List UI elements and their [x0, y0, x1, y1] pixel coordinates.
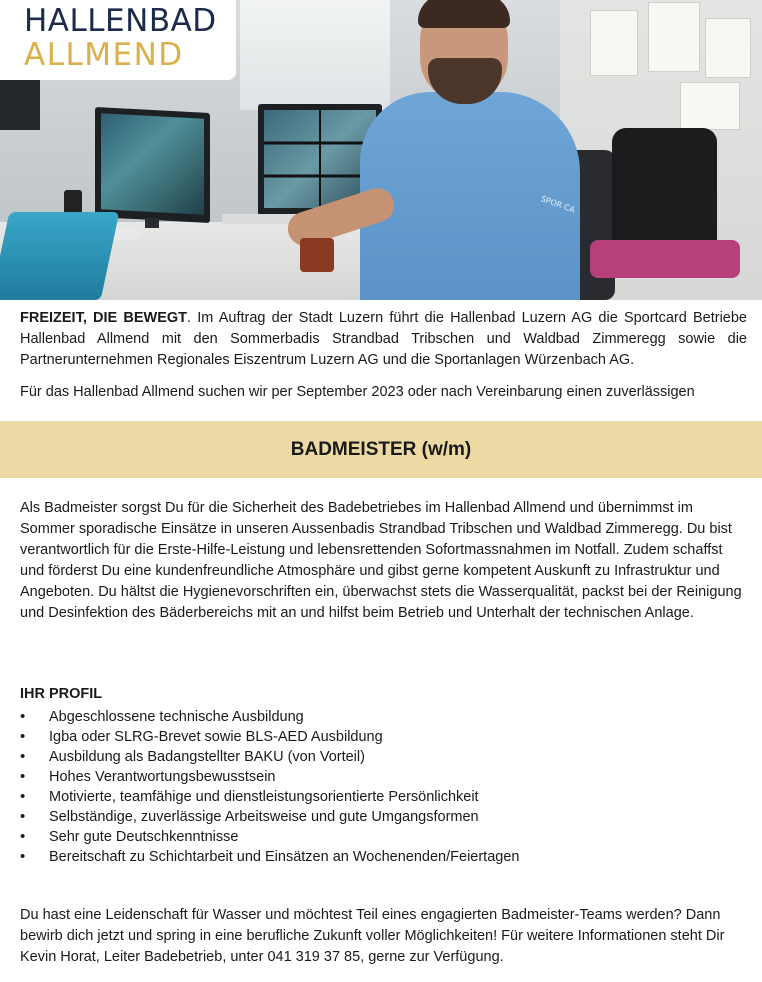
closing-paragraph: Du hast eine Leidenschaft für Wasser und möchtest Teil eines engagierten Badmeister-Teams werden? Dann bewirb dich jetzt und spring in eine berufliche Zukunft voller Möglichkeiten! Für weitere Informationen steht Dir Kevin Horat, Leiter Badebetrieb, unter 041 319 37 85, gerne zur Verfügung. [20, 907, 725, 965]
list-item: • Igba oder SLRG-Brevet sowie BLS-AED Ausbildung [20, 727, 740, 747]
test-vial [300, 238, 334, 272]
job-description: Als Badmeister sorgst Du für die Sicherheit des Badebetriebes im Hallenbad Allmend und übernimmst im Sommer sporadische Einsätze in unseren Aussenbadis Strandbad Tribschen und Waldbad Zimmeregg. Du bist verantwortlich für die Erste-Hilfe-Leistung und lebensrettenden Sofortmassnahmen im Notfall. Zudem schaffst und förderst Du eine kundenfreundliche Atmosphäre und gibst gerne kompetent Auskunft zu Infrastruktur und Angeboten. Du hältst die Hygienevorschriften ein, überwachst stets die Wasserqualität, packst bei der Reinigung und Desinfektion des Bäderbereichs mit an und hilfst beim Betrieb und Unterhalt der technischen Anlage. [20, 500, 742, 621]
profile-list [20, 707, 740, 867]
blue-device [0, 212, 119, 300]
search-line: Für das Hallenbad Allmend suchen wir per September 2023 oder nach Vereinbarung einen zuverlässigen [20, 384, 695, 400]
logo-line-allmend: ALLMEND [24, 37, 184, 73]
intro-lead: FREIZEIT, DIE BEWEGT [20, 310, 188, 326]
notice-paper [648, 2, 700, 72]
notice-paper [705, 18, 751, 78]
hero-photo [0, 0, 762, 300]
shirt-print: SPOR CA [539, 194, 577, 215]
list-item: • Bereitschaft zu Schichtarbeit und Einsätzen an Wochenenden/Feiertagen [20, 847, 740, 867]
chair-seat [590, 240, 740, 278]
person-shirt [360, 92, 580, 300]
list-item: • Hohes Verantwortungsbewusstsein [20, 767, 740, 787]
intro-text: . Im Auftrag der Stadt Luzern führt die Hallenbad Luzern AG die Sportcard Betriebe Hallenbad Allmend mit den Sommerbadis Strandbad Tribschen und Waldbad Zimmeregg sowie die Partnerunternehmen Regionales Eiszentrum Luzern AG und die Sportanlagen Würzenbach AG. [20, 310, 747, 368]
logo [0, 0, 236, 80]
notice-paper [590, 10, 638, 76]
profile-heading: IHR PROFIL [20, 686, 103, 702]
window [240, 0, 390, 110]
list-item: • Selbständige, zuverlässige Arbeitsweise und gute Umgangsformen [20, 807, 740, 827]
logo-line-hallenbad: HALLENBAD [24, 3, 217, 39]
person-hair [418, 0, 510, 28]
list-item: • Abgeschlossene technische Ausbildung [20, 707, 740, 727]
monitor-stand [145, 218, 159, 228]
list-item: • Sehr gute Deutschkenntnisse [20, 827, 740, 847]
monitor-pool-view [95, 107, 210, 223]
list-item: • Ausbildung als Badangstellter BAKU (von Vorteil) [20, 747, 740, 767]
job-title: BADMEISTER (w/m) [290, 438, 472, 460]
job-title-banner [0, 421, 762, 478]
intro-paragraph [20, 308, 747, 371]
list-item: • Motivierte, teamfähige und dienstleistungsorientierte Persönlichkeit [20, 787, 740, 807]
notice-paper [680, 82, 740, 130]
